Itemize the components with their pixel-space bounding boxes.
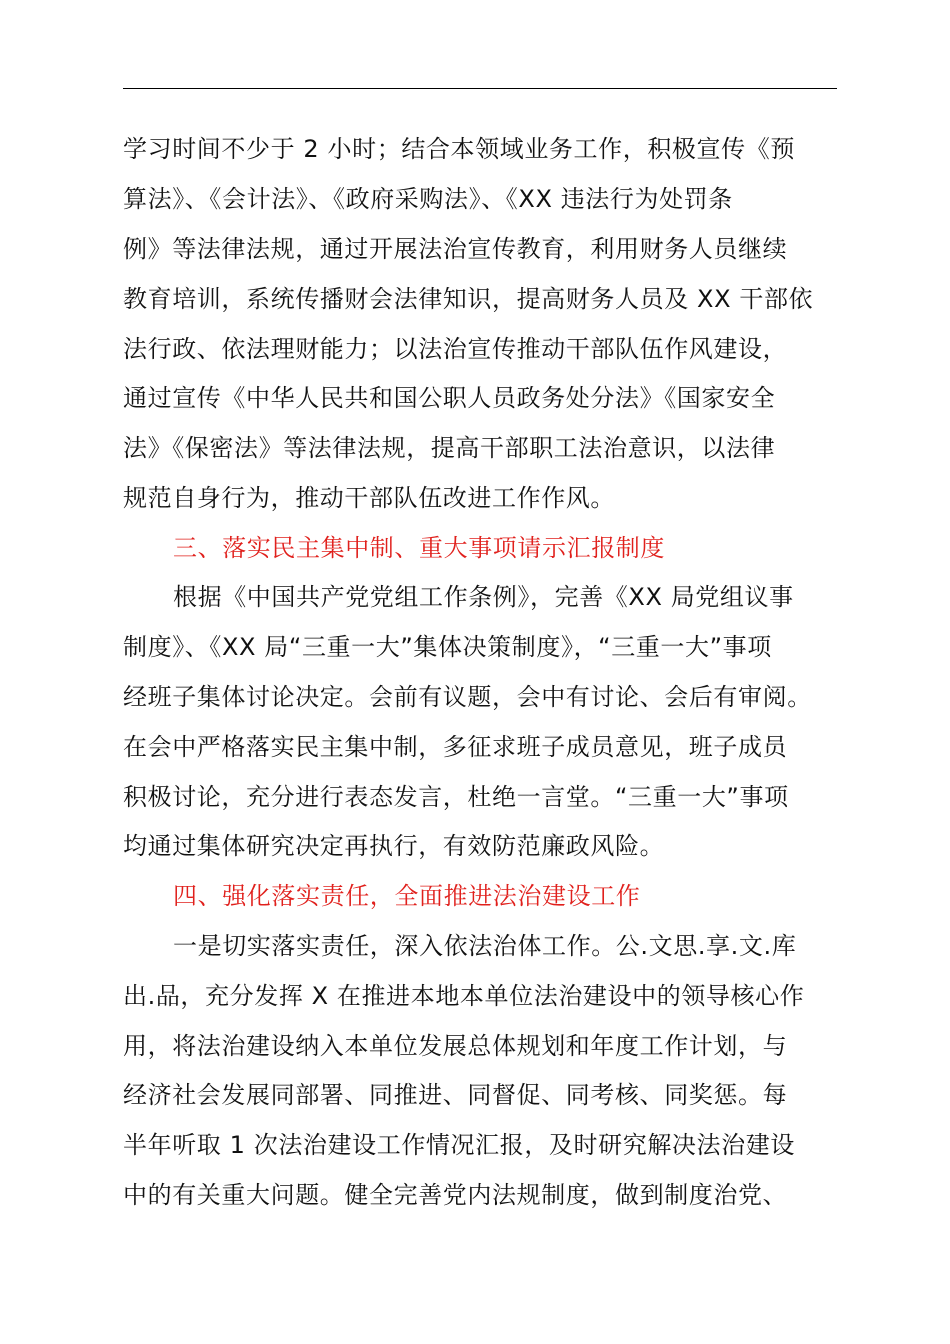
text-line: 制度》、《XX 局“三重一大”集体决策制度》，“三重一大”事项 (123, 633, 772, 661)
text-line: 通过宣传《中华人民共和国公职人员政务处分法》《国家安全 (123, 384, 776, 412)
text-line: 半年听取 1 次法治建设工作情况汇报，及时研究解决法治建设 (123, 1131, 795, 1159)
text-line: 积极讨论，充分进行表态发言，杜绝一言堂。“三重一大”事项 (123, 783, 789, 811)
text-line: 经班子集体讨论决定。会前有议题，会中有讨论、会后有审阅。 (123, 683, 812, 711)
text-line: 算法》、《会计法》、《政府采购法》、《XX 违法行为处罚条 (123, 185, 733, 213)
section-heading: 三、落实民主集中制、重大事项请示汇报制度 (173, 534, 665, 562)
text-line: 法》《保密法》等法律法规，提高干部职工法治意识，以法律 (123, 434, 776, 462)
text-line: 用，将法治建设纳入本单位发展总体规划和年度工作计划，与 (123, 1032, 788, 1060)
text-line: 教育培训，系统传播财会法律知识，提高财务人员及 XX 干部依 (123, 285, 814, 313)
text-line: 出.品，充分发挥 X 在推进本地本单位法治建设中的领导核心作 (123, 982, 805, 1010)
text-line: 学习时间不少于 2 小时；结合本领域业务工作，积极宣传《预 (123, 135, 795, 163)
text-line: 经济社会发展同部署、同推进、同督促、同考核、同奖惩。每 (123, 1081, 788, 1109)
text-line: 规范自身行为，推动干部队伍改进工作作风。 (123, 484, 615, 512)
text-line: 根据《中国共产党党组工作条例》，完善《XX 局党组议事 (173, 583, 794, 611)
text-line: 中的有关重大问题。健全完善党内法规制度，做到制度治党、 (123, 1181, 788, 1209)
text-line: 一是切实落实责任，深入依法治体工作。公.文思.享.文.库 (173, 932, 797, 960)
text-line: 例》等法律法规，通过开展法治宣传教育，利用财务人员继续 (123, 235, 788, 263)
section-heading: 四、强化落实责任，全面推进法治建设工作 (173, 882, 641, 910)
text-line: 均通过集体研究决定再执行，有效防范廉政风险。 (123, 832, 665, 860)
text-line: 法行政、依法理财能力；以法治宣传推动干部队伍作风建设， (123, 335, 788, 363)
text-line: 在会中严格落实民主集中制，多征求班子成员意见，班子成员 (123, 733, 788, 761)
header-rule (123, 88, 837, 89)
